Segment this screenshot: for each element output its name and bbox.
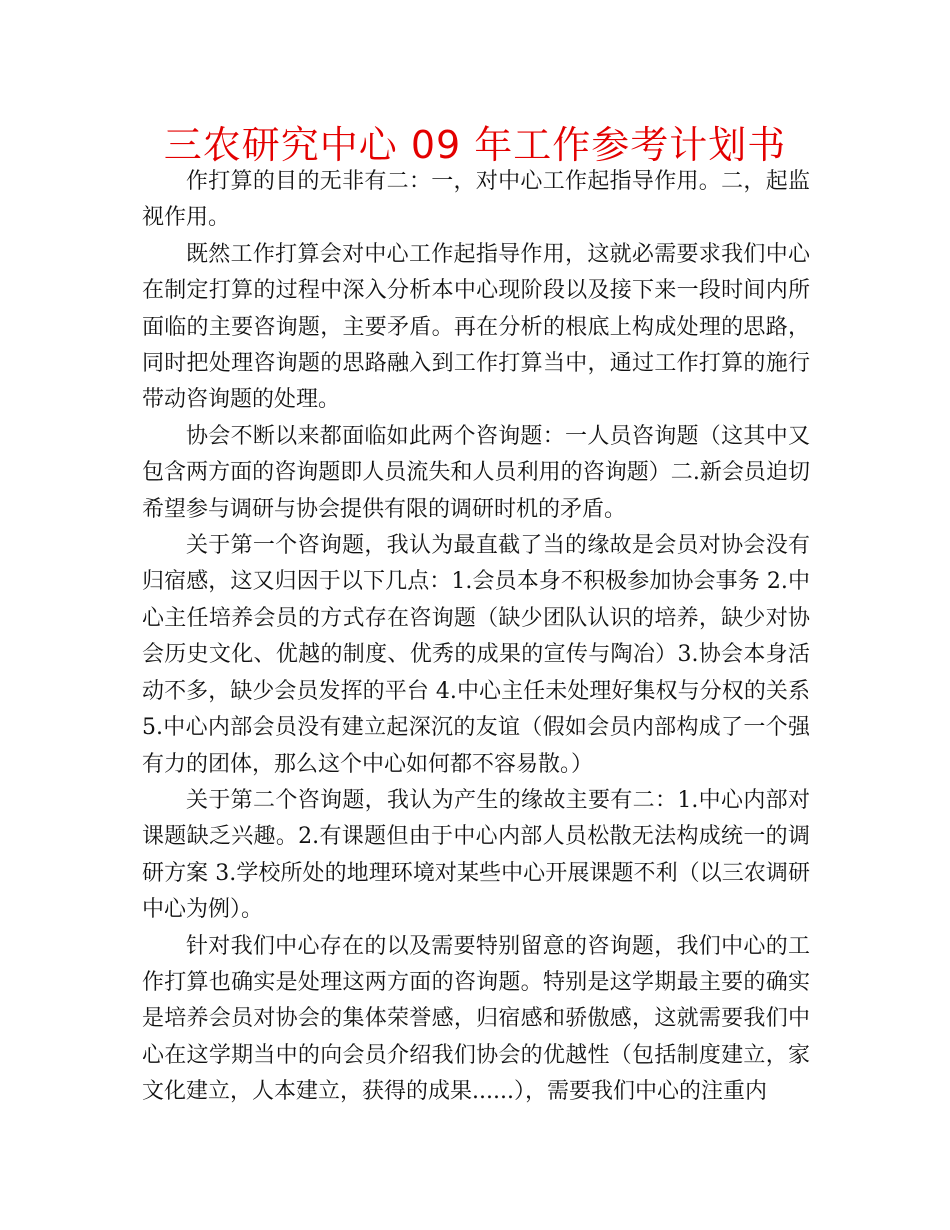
document-body — [142, 164, 810, 1111]
paragraph-second-problem: 关于第二个咨询题，我认为产生的缘故主要有二：1.中心内部对课题缺乏兴趣。2.有课题但由于中心内部人员松散无法构成统一的调研方案 3.学校所处的地理环境对某些中心开展课题不利（以三农调研中心为例）。 — [142, 787, 810, 923]
paragraph-guidance: 既然工作打算会对中心工作起指导作用，这就必需要求我们中心在制定打算的过程中深入分析本中心现阶段以及接下来一段时间内所面临的主要咨询题，主要矛盾。再在分析的根底上构成处理的思路，同时把处理咨询题的思路融入到工作打算当中，通过工作打算的施行带动咨询题的处理。 — [142, 241, 810, 413]
document-title: 三农研究中心 09 年工作参考计划书 — [163, 123, 787, 167]
paragraph-plan-focus: 针对我们中心存在的以及需要特别留意的咨询题，我们中心的工作打算也确实是处理这两方面的咨询题。特别是这学期最主要的确实是培养会员对协会的集体荣誉感，归宿感和骄傲感，这就需要我们中心在这学期当中的向会员介绍我们协会的优越性（包括制度建立，家文化建立，人本建立，获得的成果......），需要我们中心的注重内 — [142, 933, 810, 1105]
paragraph-first-problem: 关于第一个咨询题，我认为最直截了当的缘故是会员对协会没有归宿感，这又归因于以下几点：1.会员本身不积极参加协会事务 2.中心主任培养会员的方式存在咨询题（缺少团队认识的培养，缺少对协会历史文化、优越的制度、优秀的成果的宣传与陶冶）3.协会本身活动不多，缺少会员发挥的平台 4.中心主任未处理好集权与分权的关系 5.中心内部会员没有建立起深沉的友谊（假如会员内部构成了一个强有力的团体，那么这个中心如何都不容易散。） — [142, 533, 810, 777]
paragraph-two-problems: 协会不断以来都面临如此两个咨询题：一人员咨询题（这其中又包含两方面的咨询题即人员流失和人员利用的咨询题）二.新会员迫切希望参与调研与协会提供有限的调研时机的矛盾。 — [142, 423, 810, 522]
paragraph-purpose: 作打算的目的无非有二：一，对中心工作起指导作用。二，起监视作用。 — [142, 169, 810, 231]
